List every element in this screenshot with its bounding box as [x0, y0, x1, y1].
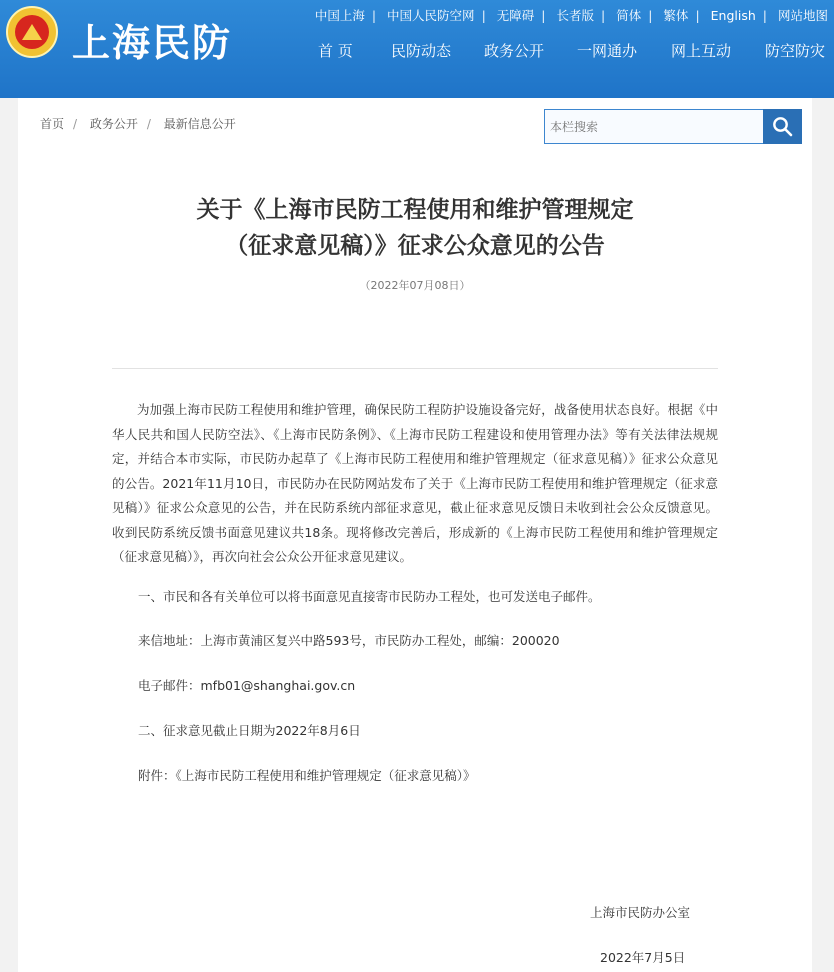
breadcrumb-gov-affairs[interactable]: 政务公开 — [89, 117, 138, 131]
article-date: （2022年07月08日） — [359, 279, 471, 292]
search-box — [544, 109, 802, 144]
breadcrumb-home[interactable]: 首页 — [40, 117, 65, 131]
top-link-civil-defense[interactable]: 中国人民防空网 — [387, 8, 475, 23]
emblem-logo-icon[interactable] — [6, 6, 58, 58]
article-attachment[interactable]: 附件：《上海市民防工程使用和维护管理规定（征求意见稿）》 — [138, 768, 476, 783]
nav-gov-affairs[interactable]: 政务公开 — [484, 42, 545, 60]
breadcrumb-latest[interactable]: 最新信息公开 — [163, 117, 236, 131]
nav-interaction[interactable]: 网上互动 — [671, 42, 732, 60]
top-link-shanghai[interactable]: 中国上海 — [314, 8, 365, 23]
article-signature: 上海市民防办公室 — [590, 905, 691, 920]
article-address: 来信地址：上海市黄浦区复兴中路593号，市民防办工程处，邮编：200020 — [138, 633, 560, 648]
main-nav — [318, 40, 834, 64]
article-item-one: 一、市民和各有关单位可以将书面意见直接寄市民防办工程处，也可发送电子邮件。 — [138, 589, 601, 604]
breadcrumb: 首页 / 政务公开 / 最新信息公开 — [40, 117, 236, 131]
nav-home[interactable]: 首 页 — [318, 42, 353, 60]
top-link-accessibility[interactable]: 无障碍 — [496, 8, 535, 23]
top-link-simplified[interactable]: 简体 — [616, 8, 642, 23]
site-header — [0, 0, 834, 98]
nav-disaster[interactable]: 防空防灾 — [765, 42, 826, 60]
top-link-sitemap[interactable]: 网站地图 — [777, 8, 828, 23]
article-item-two: 二、征求意见截止日期为2022年8月6日 — [138, 723, 361, 738]
article-email: 电子邮件：mfb01@shanghai.gov.cn — [138, 678, 356, 693]
nav-news[interactable]: 民防动态 — [391, 42, 452, 60]
search-icon — [772, 116, 793, 137]
content-page — [18, 98, 812, 972]
article-sign-date: 2022年7月5日 — [600, 950, 686, 965]
nav-one-stop[interactable]: 一网通办 — [577, 42, 638, 60]
article-title — [18, 192, 812, 264]
article-title-line2: （征求意见稿）》征求公众意见的公告 — [225, 233, 605, 259]
search-input[interactable] — [544, 109, 764, 144]
search-button[interactable] — [763, 109, 802, 144]
article-title-line1: 关于《上海市民防工程使用和维护管理规定 — [196, 197, 634, 223]
title-divider — [112, 368, 718, 369]
top-link-elder[interactable]: 长者版 — [556, 8, 594, 23]
article-body — [112, 398, 718, 783]
site-logo-text[interactable]: 上海民防 — [72, 21, 233, 65]
article-paragraph: 为加强上海市民防工程使用和维护管理，确保民防工程防护设施设备完好，战备使用状态良好。根据《中华人民共和国人民防空法》、《上海市民防条例》、《上海市民防工程建设和使用管理办法》等有关法律法规规定，并结合本市实际，市民防办起草了《上海市民防工程使用和维护管理规定（征求意见稿）》征求公众意见的公告。2021年11月10日，市民防办在民防网站发布了关于《上海市民防工程使用和维护管理规定（征求意见稿）》征求公众意见的公告，并在民防系统内部征求意见，截止征求意见反馈日未收到社会公众反馈意见。收到民防系统反馈书面意见建议共18条。现将修改完善后，形成新的《上海市民防工程使用和维护管理规定（征求意见稿）》，再次向社会公众公开征求意见建议。 — [112, 402, 718, 564]
top-links: 中国上海 | 中国人民防空网 | 无障碍 | 长者版 | 简体 | 繁体 | English | 网站地图 — [314, 8, 828, 23]
top-link-english[interactable]: English — [710, 8, 756, 23]
top-link-traditional[interactable]: 繁体 — [663, 8, 689, 23]
